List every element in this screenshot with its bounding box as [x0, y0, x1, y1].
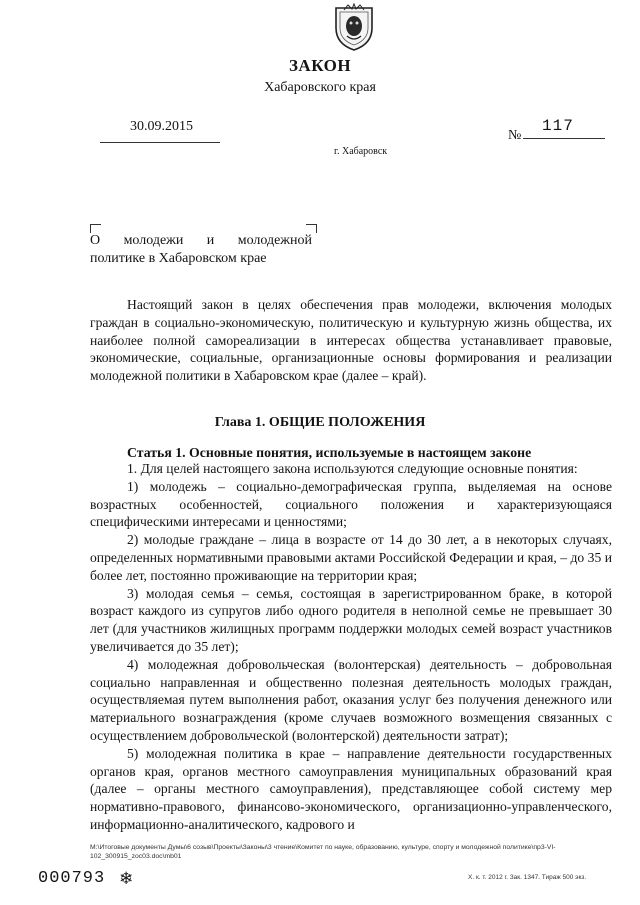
chapter-heading: Глава 1. ОБЩИЕ ПОЛОЖЕНИЯ [214, 415, 426, 430]
print-info: Х. к. т. 2012 г. Зак. 1347. Тираж 500 экз. [468, 874, 587, 881]
law-heading-word: молодежи [123, 233, 184, 248]
date-underline [100, 142, 220, 143]
paragraph: 1) молодежь – социально-демографическая группа, выделяемая на основе возрастных особенностей, социального положения и характеризующаяся специфическими интересами и ценностями; [90, 478, 612, 530]
document-stamp-number: 000793 [38, 869, 106, 888]
article-heading: Статья 1. Основные понятия, используемые в настоящем законе [127, 445, 532, 460]
document-subtitle: Хабаровского края [264, 80, 376, 95]
preamble-paragraph: Настоящий закон в целях обеспечения прав молодежи, включения молодых граждан в социально-экономическую, политическую и культурную жизнь общества, их наиболее полной самореализации в интересах общества устанавливает правовые, экономические, социальные, организационные основы формирования и реализации молодежной политики в Хабаровском крае (далее – край). [90, 297, 612, 384]
paragraph: 2) молодые граждане – лица в возрасте от 14 до 30 лет, а в некоторых случаях, определенных нормативными правовыми актами Российской Федерации и края, – до 35 и более лет, постоянно проживающие на территории края; [90, 532, 612, 583]
law-date: 30.09.2015 [130, 119, 193, 134]
city-label: г. Хабаровск [334, 146, 388, 157]
law-heading-word: молодежной [237, 233, 312, 248]
law-heading [90, 232, 312, 268]
law-heading-word: О [90, 233, 101, 248]
paragraph: 1. Для целей настоящего закона используются следующие основные понятия: [127, 461, 578, 476]
document-title: ЗАКОН [288, 56, 352, 75]
law-number: 117 [542, 117, 574, 135]
law-heading-word: и [206, 233, 215, 248]
paragraph: 4) молодежная добровольческая (волонтерская) деятельность – добровольная социально направленная и общественно полезная деятельность молодых граждан, осуществляемая путем выполнения работ, оказания услуг без получения денежного или материального вознаграждения (кроме случаев возможного возмещения связанных с осуществлением добровольческой (волонтерской) деятельности затрат); [90, 656, 612, 743]
paragraph: 5) молодежная политика в крае – направление деятельности государственных органов края, органов местного самоуправления муниципальных образований края (далее – органы местного самоуправления), представляющее собой систему мер нормативно-правового, финансово-экономического, организационно-управленческого, информационно-аналитического, кадрового и [90, 745, 612, 832]
law-heading-line-2: политике в Хабаровском крае [90, 251, 267, 266]
coat-of-arms-emblem [330, 2, 378, 52]
number-sign: № [508, 128, 522, 143]
snowflake-icon: ❄ [119, 869, 134, 888]
paragraph: 3) молодая семья – семья, состоящая в зарегистрированном браке, в которой возраст каждого из супругов либо одного родителя в неполной семье не превышает 30 лет (для участников жилищных программ поддержки молодых семей возраст участников увеличивается до 35 лет); [90, 585, 612, 654]
number-underline [523, 138, 605, 139]
law-heading-line-1 [90, 232, 312, 250]
article-body [90, 460, 612, 834]
file-path-footer: M:\Итоговые документы Думы\6 созыв\Проекты\Законы\3 чтение\Комитет по науке, образованию, культуре, спорту и молодежной политике\пр3-VI-102_300915_zoc03.doc\mb01 [90, 844, 556, 860]
